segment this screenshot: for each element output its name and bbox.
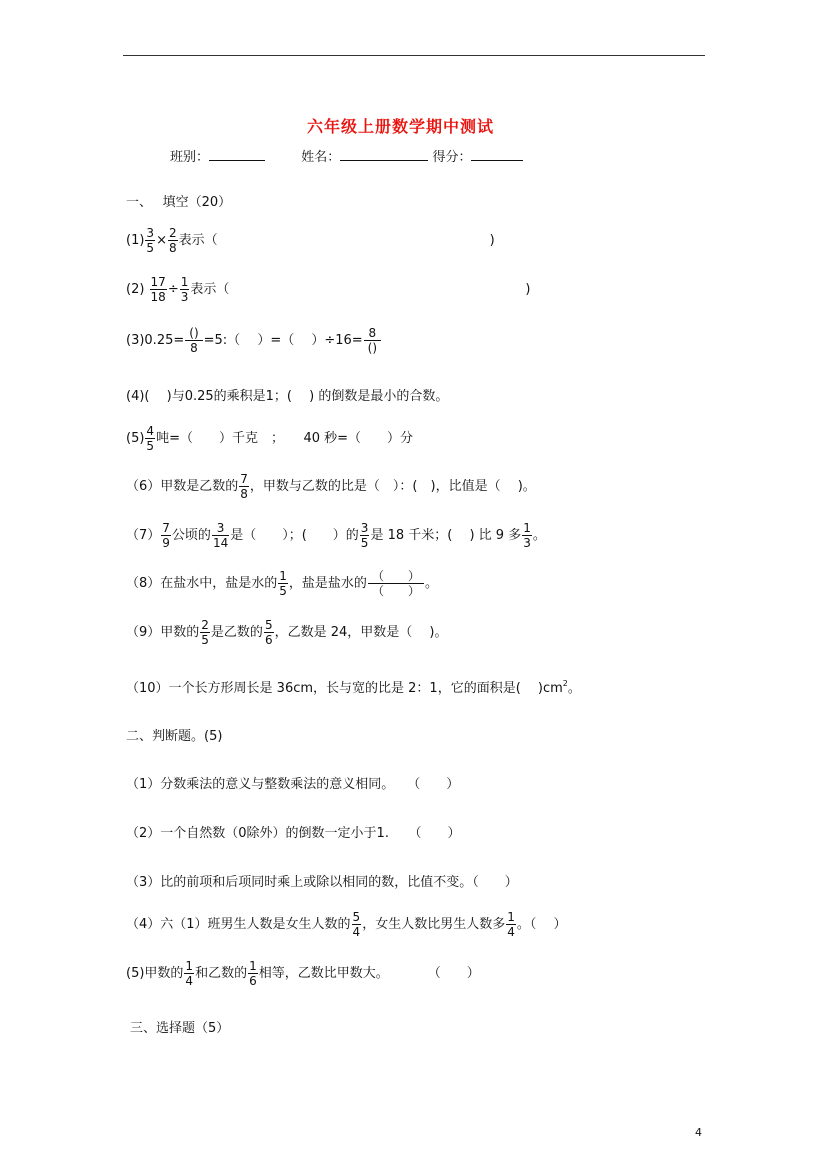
fraction: $\frac{8}{()}$ [364,326,381,355]
page-title: 六年级上册数学期中测试 [307,117,495,136]
fill-question-9: （9）甲数的 $\frac{2}{5}$ 是乙数的 $\frac{5}{6}$ ，乙数是 24，甲数是（ )。 [126,618,448,647]
name-blank[interactable] [340,148,428,161]
fraction: $\frac{1}{4}$ [185,959,194,988]
fill-question-8: （8）在盐水中，盐是水的 $\frac{1}{5}$ ，盐是盐水的 $\frac{( )}{( )}$ 。 [126,569,438,598]
fraction: $\frac{7}{8}$ [240,472,248,501]
page-number: 4 [695,1126,702,1139]
fill-question-4: (4)( )与0.25的乘积是1；( ) 的倒数是最小的合数。 [126,389,449,404]
fill-question-3: (3)0.25= $\frac{()}{8}$ =5:（ ）=（ ）÷16= $\frac{8}{()}$ [126,326,382,355]
header-rule [123,55,705,56]
class-blank[interactable] [209,148,265,161]
fraction: $\frac{1}{6}$ [249,959,257,988]
fill-question-6: （6）甲数是乙数的 $\frac{7}{8}$ ，甲数与乙数的比是（ ）：( )，比值是（ )。 [126,472,536,501]
judge-question-1: （1）分数乘法的意义与整数乘法的意义相同。 （ ） [126,777,460,792]
fraction: $\frac{3}{5}$ [146,226,155,255]
score-label: 得分： [432,150,472,165]
fraction: $\frac{4}{5}$ [146,424,155,453]
fill-question-7: （7） $\frac{7}{9}$ 公顷的 $\frac{3}{14}$ 是（ ）；( ）的 $\frac{3}{5}$ 是 18 千米；( ) 比 9 多 $\frac{1}{3}$ 。 [126,521,546,550]
section-heading-fill: 一、 填空（20） [126,195,232,210]
fill-question-10: （10）一个长方形周长是 36cm，长与宽的比是 2：1，它的面积是( )$cm^2$。 [126,679,581,696]
fraction: $\frac{2}{8}$ [168,226,177,255]
fraction: $\frac{2}{5}$ [201,618,209,647]
fraction: $\frac{5}{4}$ [352,910,361,939]
fraction: $\frac{1}{4}$ [507,910,515,939]
section-heading-choice: 三、选择题（5） [130,1021,230,1036]
score-blank[interactable] [471,148,523,161]
fill-question-2: (2) $\frac{17}{18}$ ÷ $\frac{1}{3}$ 表示（ ) [126,275,531,304]
fill-question-5: (5) $\frac{4}{5}$ 吨=（ ）千克 ； 40 秒=（ ）分 [126,424,414,453]
name-label: 姓名： [301,150,341,165]
fraction: $\frac{1}{5}$ [279,569,287,598]
class-label: 班别： [170,150,210,165]
fill-question-1: (1) $\frac{3}{5}$ × $\frac{2}{8}$ 表示（ ) [126,226,495,255]
fraction: $\frac{7}{9}$ [162,521,170,550]
fraction: $\frac{1}{3}$ [523,521,531,550]
fraction: $\frac{17}{18}$ [150,275,166,304]
fraction: $\frac{1}{3}$ [180,275,189,304]
judge-question-2: （2）一个自然数（0除外）的倒数一定小于1. （ ） [126,826,461,841]
student-info-row [170,146,523,165]
fraction: $\frac{3}{14}$ [212,521,229,550]
fraction: $\frac{()}{8}$ [185,326,202,355]
judge-question-5: (5)甲数的 $\frac{1}{4}$ 和乙数的 $\frac{1}{6}$ 相等，乙数比甲数大。 （ ） [126,959,480,988]
fraction: $\frac{5}{6}$ [264,618,273,647]
judge-question-3: （3）比的前项和后项同时乘上或除以相同的数，比值不变。（ ） [126,875,518,890]
fraction: $\frac{3}{5}$ [360,521,369,550]
judge-question-4: （4）六（1）班男生人数是女生人数的 $\frac{5}{4}$ ，女生人数比男生人数多 $\frac{1}{4}$ 。（ ） [126,910,567,939]
fraction-blank[interactable]: $\frac{( )}{( )}$ [368,569,424,598]
section-heading-judge: 二、判断题。(5) [126,729,223,744]
